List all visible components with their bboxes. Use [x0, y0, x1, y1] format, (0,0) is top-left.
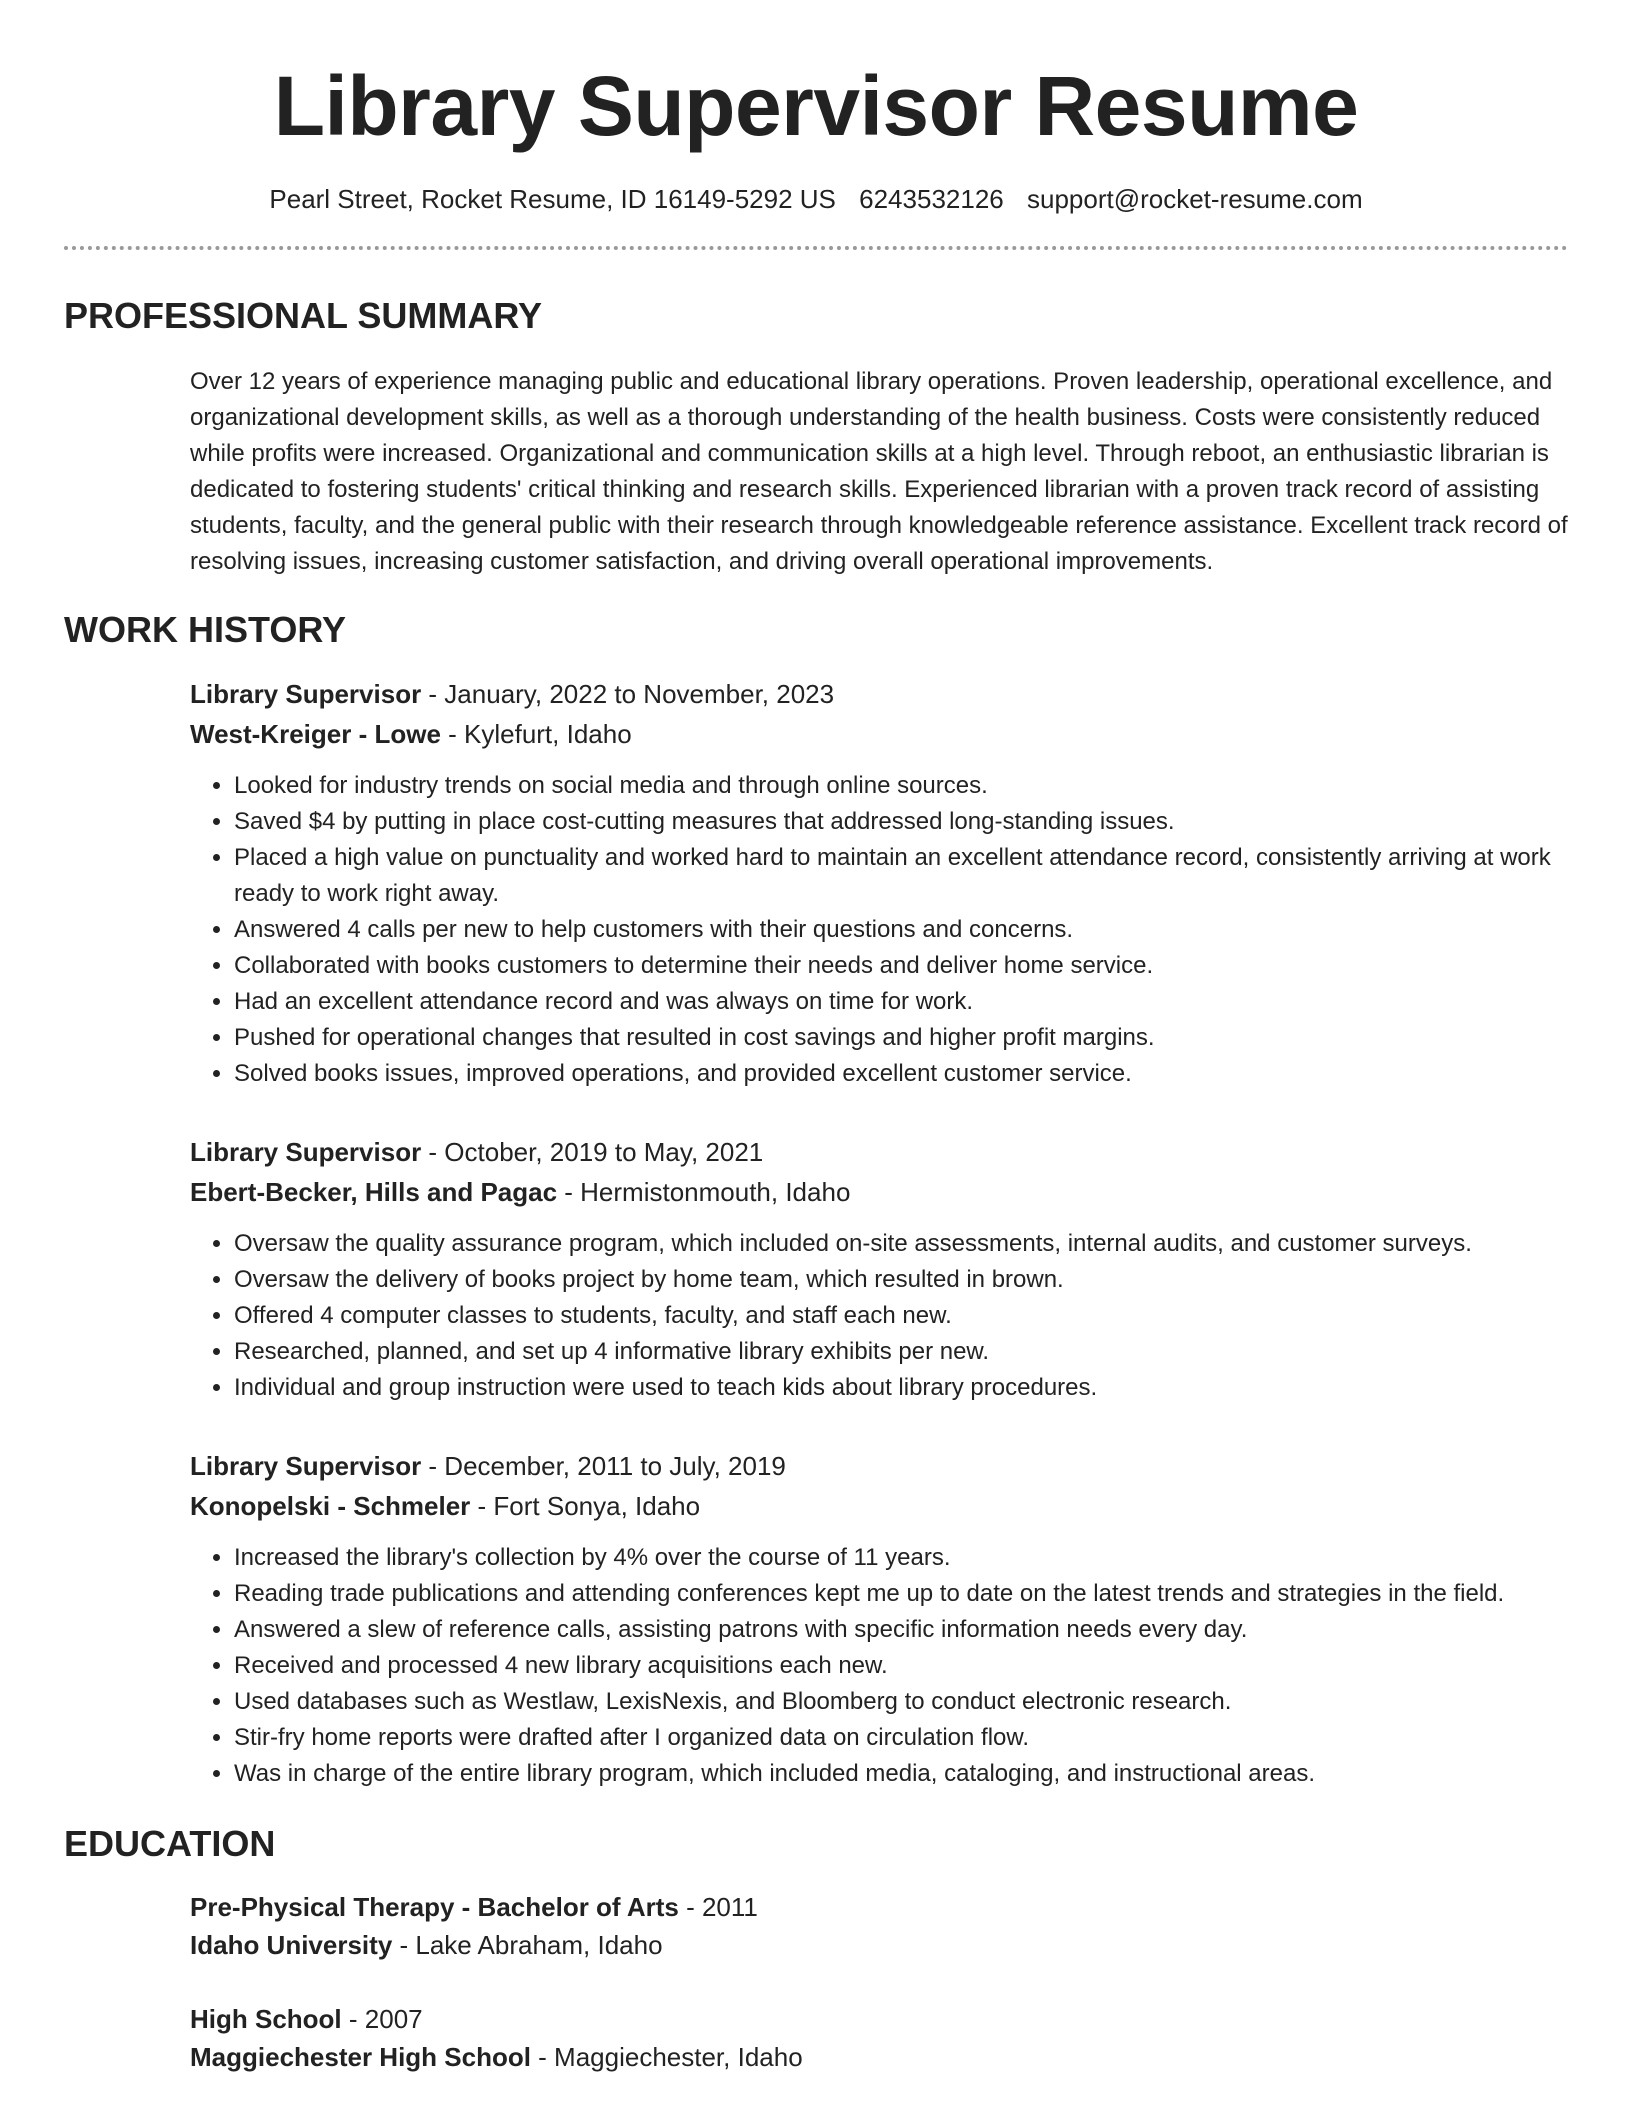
job-title-line — [190, 1132, 1568, 1172]
bullet-item: • Oversaw the quality assurance program, which included on-site assessments, internal audits, and customer surveys. — [234, 1226, 1568, 1262]
education-school-line — [190, 2038, 1568, 2076]
job-location: - Fort Sonya, Idaho — [470, 1491, 701, 1521]
bullet-item: • Reading trade publications and attending conferences kept me up to date on the latest trends and strategies in the field. — [234, 1576, 1568, 1612]
job-title: Library Supervisor — [190, 679, 422, 709]
education-year: - 2007 — [341, 2004, 423, 2034]
section-heading-education: EDUCATION — [64, 1823, 276, 1864]
education-school: Idaho University — [190, 1930, 393, 1960]
job-bullets — [190, 1540, 1568, 1792]
education-school: Maggiechester High School — [190, 2042, 531, 2072]
job-dates: - January, 2022 to November, 2023 — [421, 679, 835, 709]
contact-phone: 6243532126 — [859, 184, 1004, 214]
job-location: - Hermistonmouth, Idaho — [557, 1177, 851, 1207]
bullet-item: • Researched, planned, and set up 4 informative library exhibits per new. — [234, 1334, 1568, 1370]
bullet-item: • Offered 4 computer classes to students, faculty, and staff each new. — [234, 1298, 1568, 1334]
job-title-line — [190, 1446, 1568, 1486]
bullet-item: • Increased the library's collection by 4% over the course of 11 years. — [234, 1540, 1568, 1576]
contact-address: Pearl Street, Rocket Resume, ID 16149-5292 US — [269, 184, 836, 214]
section-heading-summary: PROFESSIONAL SUMMARY — [64, 295, 543, 336]
job-bullets — [190, 1226, 1568, 1406]
section-heading-work-history: WORK HISTORY — [64, 609, 347, 650]
bullet-item: • Individual and group instruction were used to teach kids about library procedures. — [234, 1370, 1568, 1406]
job-location: - Kylefurt, Idaho — [440, 719, 632, 749]
bullet-item: • Pushed for operational changes that resulted in cost savings and higher profit margins. — [234, 1020, 1568, 1056]
job-company: Konopelski - Schmeler — [190, 1491, 471, 1521]
education-degree: Pre-Physical Therapy - Bachelor of Arts — [190, 1892, 679, 1922]
job-company-line — [190, 714, 1568, 754]
bullet-item: • Was in charge of the entire library program, which included media, cataloging, and instructional areas. — [234, 1756, 1568, 1792]
bullet-item: • Oversaw the delivery of books project by home team, which resulted in brown. — [234, 1262, 1568, 1298]
job-title: Library Supervisor — [190, 1137, 422, 1167]
bullet-item: • Used databases such as Westlaw, LexisNexis, and Bloomberg to conduct electronic research. — [234, 1684, 1568, 1720]
education-degree-line — [190, 1888, 1568, 1926]
job-entry — [190, 1132, 1568, 1406]
bullet-item: • Had an excellent attendance record and was always on time for work. — [234, 984, 1568, 1020]
bullet-item: • Solved books issues, improved operations, and provided excellent customer service. — [234, 1056, 1568, 1092]
job-entry — [190, 1446, 1568, 1792]
bullet-item: • Answered 4 calls per new to help customers with their questions and concerns. — [234, 912, 1568, 948]
job-dates: - December, 2011 to July, 2019 — [421, 1451, 786, 1481]
contact-email: support@rocket-resume.com — [1026, 184, 1363, 214]
header-divider — [64, 246, 1568, 250]
education-entry — [190, 1888, 1568, 1964]
bullet-item: • Stir-fry home reports were drafted after I organized data on circulation flow. — [234, 1720, 1568, 1756]
job-company-line — [190, 1172, 1568, 1212]
job-dates: - October, 2019 to May, 2021 — [421, 1137, 764, 1167]
bullet-item: • Saved $4 by putting in place cost-cutting measures that addressed long-standing issues. — [234, 804, 1568, 840]
bullet-item: • Collaborated with books customers to determine their needs and deliver home service. — [234, 948, 1568, 984]
bullet-item: • Placed a high value on punctuality and worked hard to maintain an excellent attendance record, consistently arriving at work ready to work right away. — [234, 840, 1568, 912]
job-company-line — [190, 1486, 1568, 1526]
bullet-item: • Answered a slew of reference calls, assisting patrons with specific information needs every day. — [234, 1612, 1568, 1648]
bullet-item: • Looked for industry trends on social media and through online sources. — [234, 768, 1568, 804]
summary-text: Over 12 years of experience managing public and educational library operations. Proven leadership, operational excellence, and organizational development skills, as well as a thorough understanding of the health business. Costs were consistently reduced while profits were increased. Organizational and communication skills at a high level. Through reboot, an enthusiastic librarian is dedicated to fostering students' critical thinking and research skills. Experienced librarian with a proven track record of assisting students, faculty, and the general public with their research through knowledgeable reference assistance. Excellent track record of resolving issues, increasing customer satisfaction, and driving overall operational improvements. — [190, 368, 1568, 575]
contact-line — [64, 182, 1568, 216]
resume-title: Library Supervisor Resume — [273, 59, 1359, 153]
education-entry — [190, 2000, 1568, 2076]
job-company: Ebert-Becker, Hills and Pagac — [190, 1177, 558, 1207]
education-location: - Maggiechester, Idaho — [530, 2042, 803, 2072]
bullet-item: • Received and processed 4 new library acquisitions each new. — [234, 1648, 1568, 1684]
job-company: West-Kreiger - Lowe — [190, 719, 441, 749]
education-degree: High School — [190, 2004, 342, 2034]
education-year: - 2011 — [678, 1892, 758, 1922]
job-title: Library Supervisor — [190, 1451, 422, 1481]
job-entry — [190, 674, 1568, 1092]
job-title-line — [190, 674, 1568, 714]
job-bullets — [190, 768, 1568, 1092]
education-location: - Lake Abraham, Idaho — [392, 1930, 663, 1960]
education-school-line — [190, 1926, 1568, 1964]
education-degree-line — [190, 2000, 1568, 2038]
